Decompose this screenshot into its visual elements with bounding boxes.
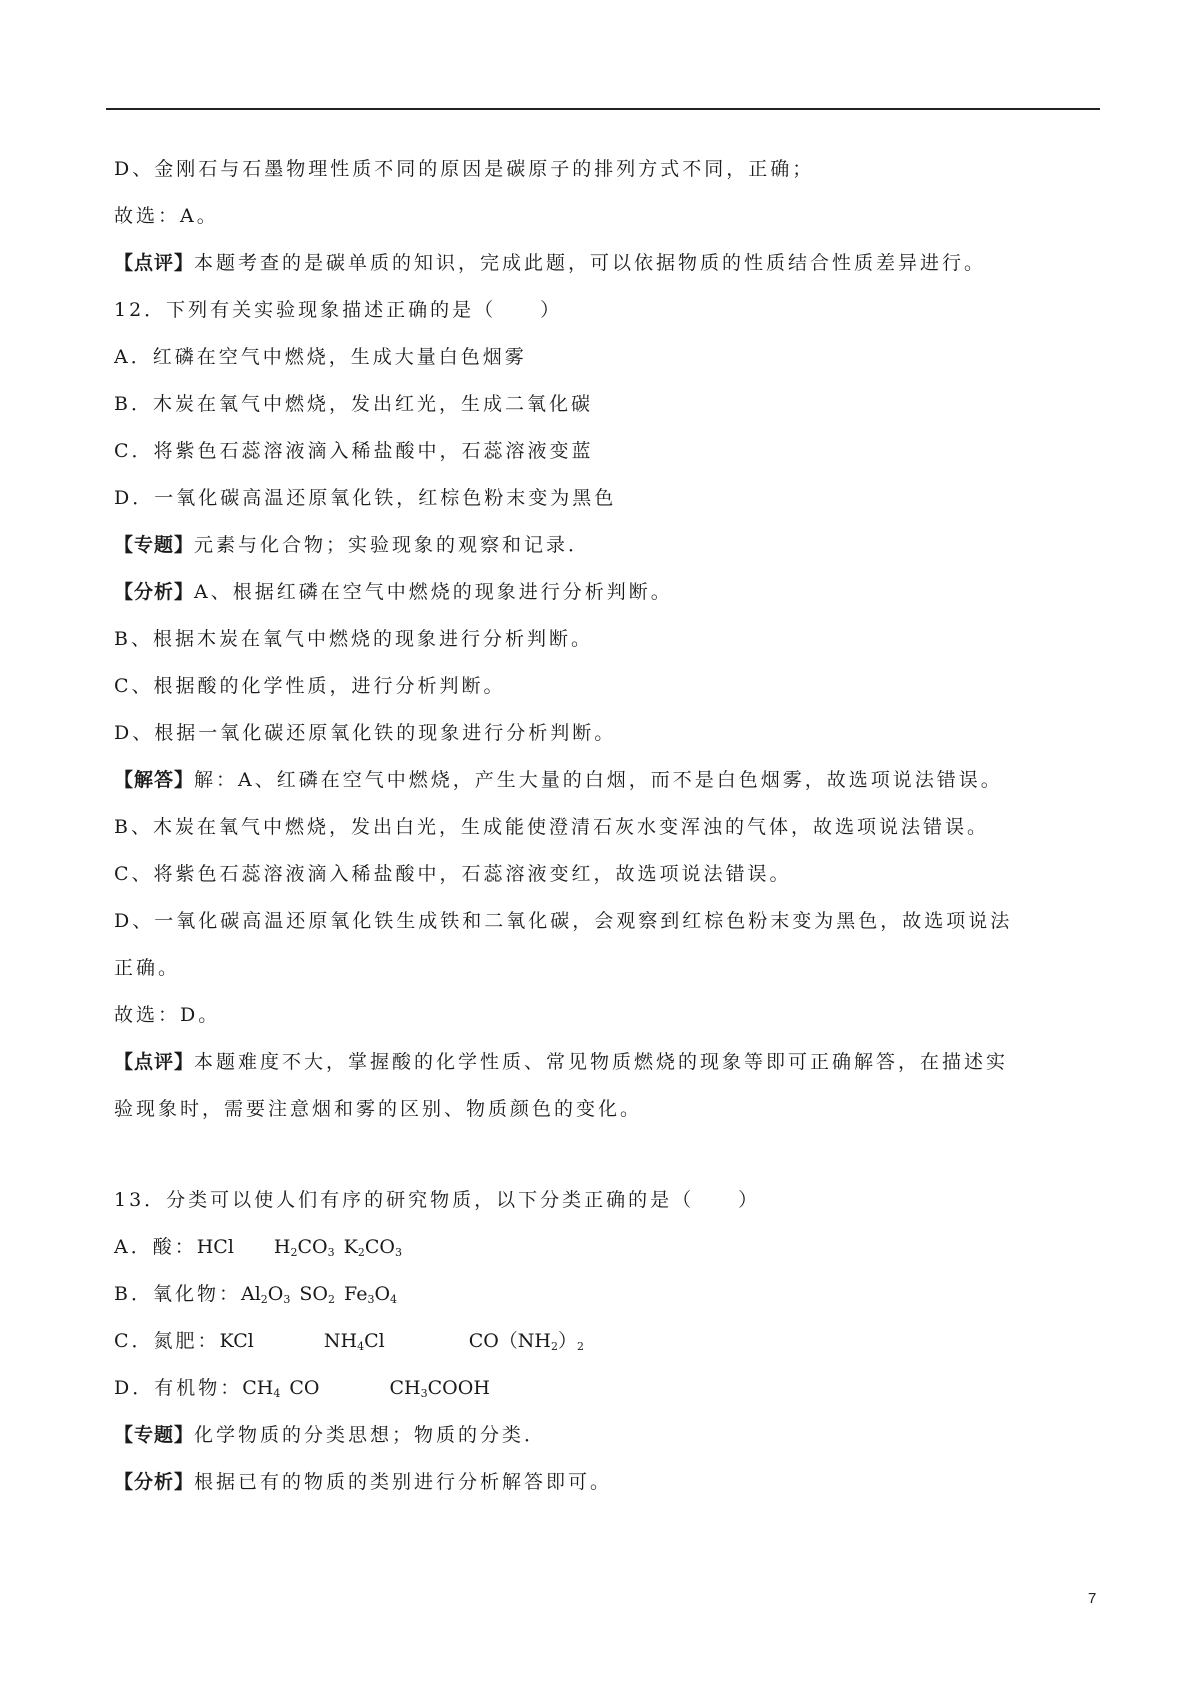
analysis-text: A、根据红磷在空气中燃烧的现象进行分析判断。 [194,581,673,603]
q12-solution-d-2: 正确。 [114,957,181,979]
q11-answer: 故选：A。 [114,205,219,227]
formula-h2co3: $H_2CO_3$ [273,1236,335,1259]
formula-hcl: HCl [196,1236,234,1258]
q12-answer: 故选：D。 [114,1004,221,1026]
formula-urea: $CO(NH_2)_2$ [468,1330,585,1353]
q12-solution-d-1: D、一氧化碳高温还原氧化铁生成铁和二氧化碳，会观察到红棕色粉末变为黑色，故选项说法 [114,910,1013,932]
solution-tag: 【解答】 [114,769,195,791]
formula-kcl: KCl [219,1330,254,1352]
q12-topic [114,522,1098,569]
option-label: C．氮肥： [114,1330,220,1352]
q13-option-b [114,1271,1098,1318]
q12-analysis-c: C、根据酸的化学性质，进行分析判断。 [114,675,506,697]
formula-k2co3: $K_2CO_3$ [343,1236,402,1259]
comment-tag: 【点评】 [114,252,195,274]
comment-text: 本题考查的是碳单质的知识，完成此题，可以依据物质的性质结合性质差异进行。 [194,252,987,274]
q12-solution [114,757,1098,804]
formula-so2: $SO_2$ [299,1283,335,1306]
topic-text: 元素与化合物；实验现象的观察和记录． [194,534,591,556]
q11-option-d-analysis: D、金刚石与石墨物理性质不同的原因是碳原子的排列方式不同，正确； [114,158,815,180]
q13-topic [114,1412,1098,1459]
q13-stem: 13．分类可以使人们有序的研究物质，以下分类正确的是（ ） [114,1189,761,1211]
q12-solution-c: C、将紫色石蕊溶液滴入稀盐酸中，石蕊溶液变红，故选项说法错误。 [114,863,792,885]
comment-tag: 【点评】 [114,1051,195,1073]
comment-text: 本题难度不大，掌握酸的化学性质、常见物质燃烧的现象等即可正确解答，在描述实 [194,1051,1009,1073]
q12-stem: 12．下列有关实验现象描述正确的是（ ） [114,299,563,321]
header-rule [106,108,1100,110]
topic-tag: 【专题】 [114,534,195,556]
formula-nh4cl: $NH_4Cl$ [323,1330,385,1353]
q13-analysis [114,1459,1098,1506]
q11-comment [114,240,1098,287]
document-body [114,146,1098,1506]
q12-option-c: C．将紫色石蕊溶液滴入稀盐酸中，石蕊溶液变蓝 [114,440,594,462]
q13-option-a [114,1224,1098,1271]
analysis-tag: 【分析】 [114,581,195,603]
q12-analysis [114,569,1098,616]
option-label: B．氧化物： [114,1283,241,1305]
page-number: 7 [1088,1590,1097,1607]
q12-option-b: B．木炭在氧气中燃烧，发出红光，生成二氧化碳 [114,393,593,415]
formula-co: CO [289,1377,320,1399]
q12-comment-1 [114,1039,1098,1086]
q13-option-c [114,1318,1098,1365]
topic-tag: 【专题】 [114,1424,195,1446]
q12-option-a: A．红磷在空气中燃烧，生成大量白色烟雾 [114,346,527,368]
analysis-tag: 【分析】 [114,1471,195,1493]
formula-ch3cooh: $CH_3COOH$ [389,1377,490,1400]
q12-comment-2: 验现象时，需要注意烟和雾的区别、物质颜色的变化。 [114,1098,643,1120]
option-label: D．有机物： [114,1377,243,1399]
q12-analysis-b: B、根据木炭在氧气中燃烧的现象进行分析判断。 [114,628,593,650]
topic-text: 化学物质的分类思想；物质的分类． [194,1424,547,1446]
formula-fe3o4: $Fe_3O_4$ [344,1283,398,1306]
formula-ch4: $CH_4$ [242,1377,281,1400]
q12-solution-b: B、木炭在氧气中燃烧，发出白光，生成能使澄清石灰水变浑浊的气体，故选项说法错误。 [114,816,989,838]
formula-al2o3: $Al_2O_3$ [240,1283,291,1306]
q13-option-d [114,1365,1098,1412]
q12-analysis-d: D、根据一氧化碳还原氧化铁的现象进行分析判断。 [114,722,617,744]
analysis-text: 根据已有的物质的类别进行分析解答即可。 [194,1471,613,1493]
q12-option-d: D．一氧化碳高温还原氧化铁，红棕色粉末变为黑色 [114,487,617,509]
option-label: A．酸： [114,1236,197,1258]
solution-text: 解：A、红磷在空气中燃烧，产生大量的白烟，而不是白色烟雾，故选项说法错误。 [194,769,1003,791]
